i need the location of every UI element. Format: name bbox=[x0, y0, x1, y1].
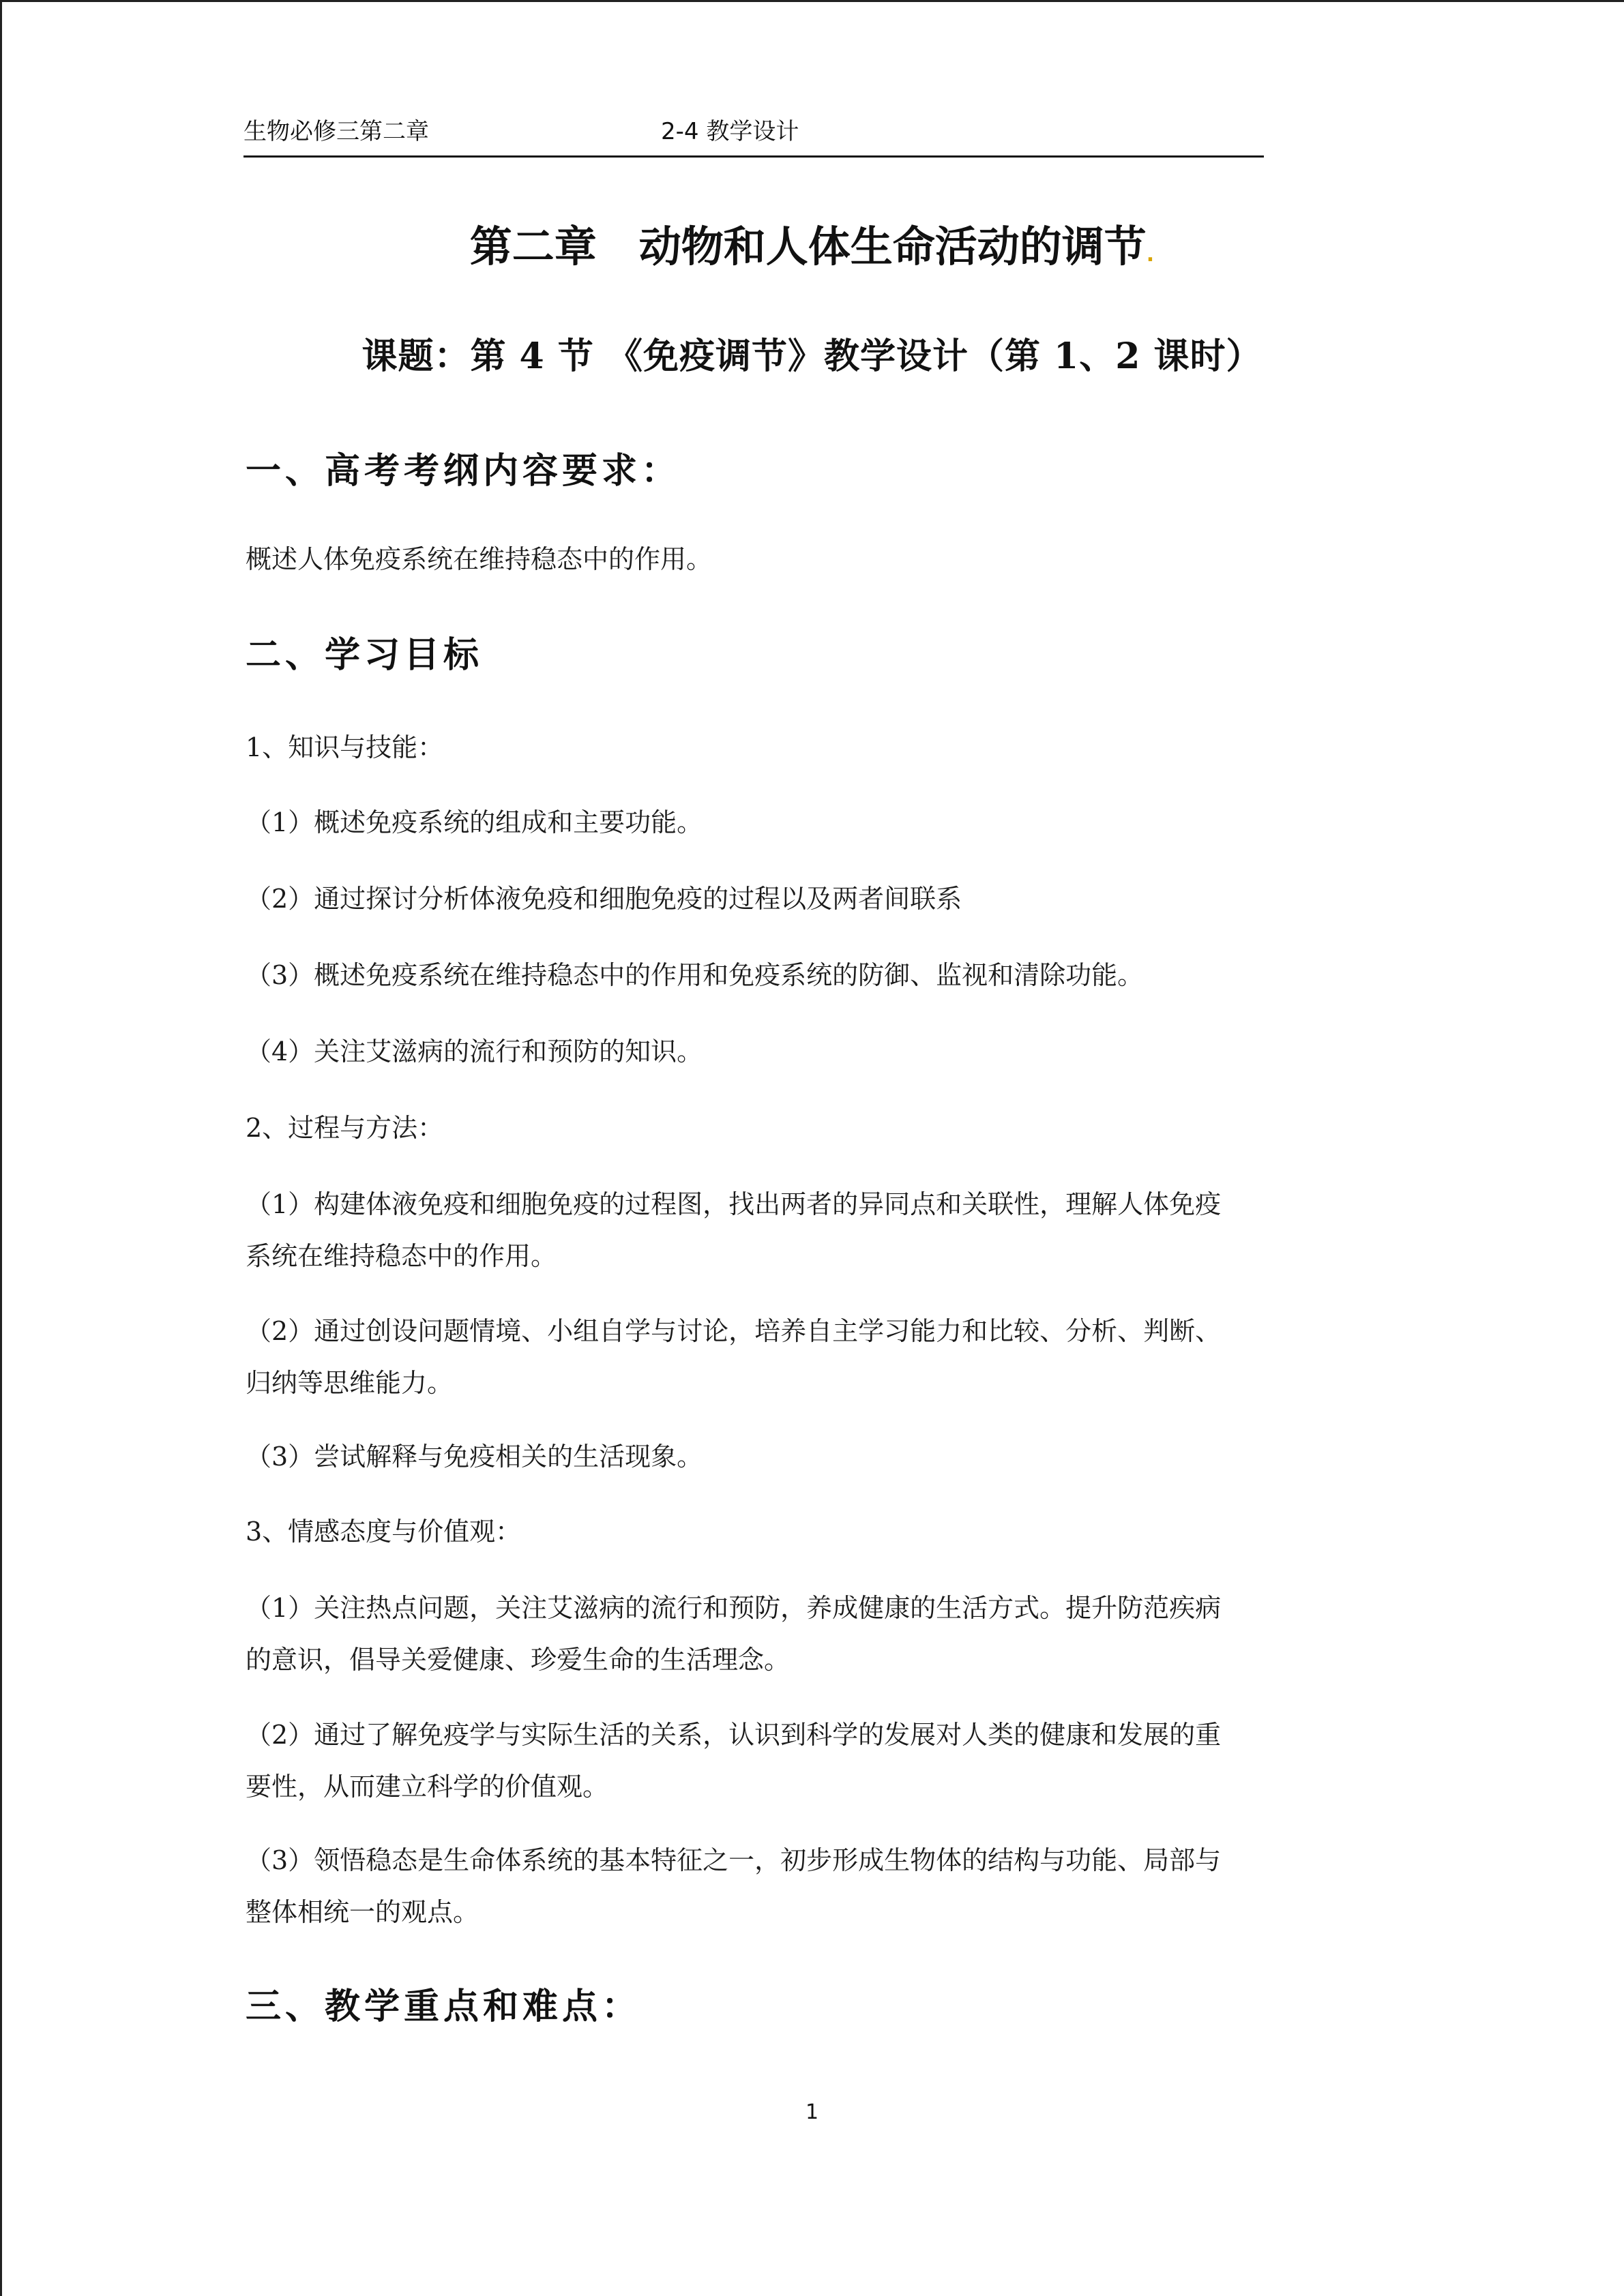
page-number: 1 bbox=[805, 2100, 819, 2124]
section-heading-objectives: 二、学习目标 bbox=[246, 634, 484, 676]
header-left-text: 生物必修三第二章 bbox=[243, 118, 429, 145]
objective-item: （1）概述免疫系统的组成和主要功能。 bbox=[246, 807, 703, 837]
objective-item: （1）关注热点问题，关注艾滋病的流行和预防，养成健康的生活方式。提升防范疾病的意识，倡导关爱健康、珍爱生命的生活理念。 bbox=[246, 1593, 1222, 1675]
objective-label-knowledge: 1、知识与技能： bbox=[246, 732, 444, 762]
page-border-top bbox=[0, 0, 1624, 2]
objective-item: （3）概述免疫系统在维持稳态中的作用和免疫系统的防御、监视和清除功能。 bbox=[246, 960, 1144, 990]
chapter-title-text: 第二章 动物和人体生命活动的调节 bbox=[469, 222, 1147, 271]
objective-label-process: 2、过程与方法： bbox=[246, 1113, 444, 1143]
syllabus-text: 概述人体免疫系统在维持稳态中的作用。 bbox=[246, 544, 713, 574]
objective-item: （3）尝试解释与免疫相关的生活现象。 bbox=[246, 1442, 703, 1472]
lesson-subtitle: 课题：第 4 节 《免疫调节》教学设计（第 1、2 课时） bbox=[361, 336, 1263, 377]
section-heading-syllabus: 一、高考考纲内容要求： bbox=[246, 450, 681, 492]
title-dot: . bbox=[1146, 243, 1155, 267]
objective-item: （4）关注艾滋病的流行和预防的知识。 bbox=[246, 1037, 703, 1067]
section-heading-keypoints: 三、教学重点和难点： bbox=[246, 1986, 642, 2027]
objective-item: （3）领悟稳态是生命体系统的基本特征之一，初步形成生物体的结构与功能、局部与整体相统一的观点。 bbox=[246, 1845, 1222, 1927]
header-center-text: 2-4 教学设计 bbox=[661, 118, 799, 145]
objective-item: （2）通过了解免疫学与实际生活的关系，认识到科学的发展对人类的健康和发展的重要性，从而建立科学的价值观。 bbox=[246, 1720, 1222, 1802]
chapter-title bbox=[0, 213, 1624, 273]
objective-label-attitude: 3、情感态度与价值观： bbox=[246, 1517, 522, 1547]
objective-item: （1）构建体液免疫和细胞免疫的过程图，找出两者的异同点和关联性，理解人体免疫系统在维持稳态中的作用。 bbox=[246, 1189, 1222, 1271]
page-header bbox=[243, 116, 1264, 158]
objective-item: （2）通过创设问题情境、小组自学与讨论，培养自主学习能力和比较、分析、判断、归纳等思维能力。 bbox=[246, 1316, 1222, 1398]
objective-item: （2）通过探讨分析体液免疫和细胞免疫的过程以及两者间联系 bbox=[246, 884, 962, 914]
